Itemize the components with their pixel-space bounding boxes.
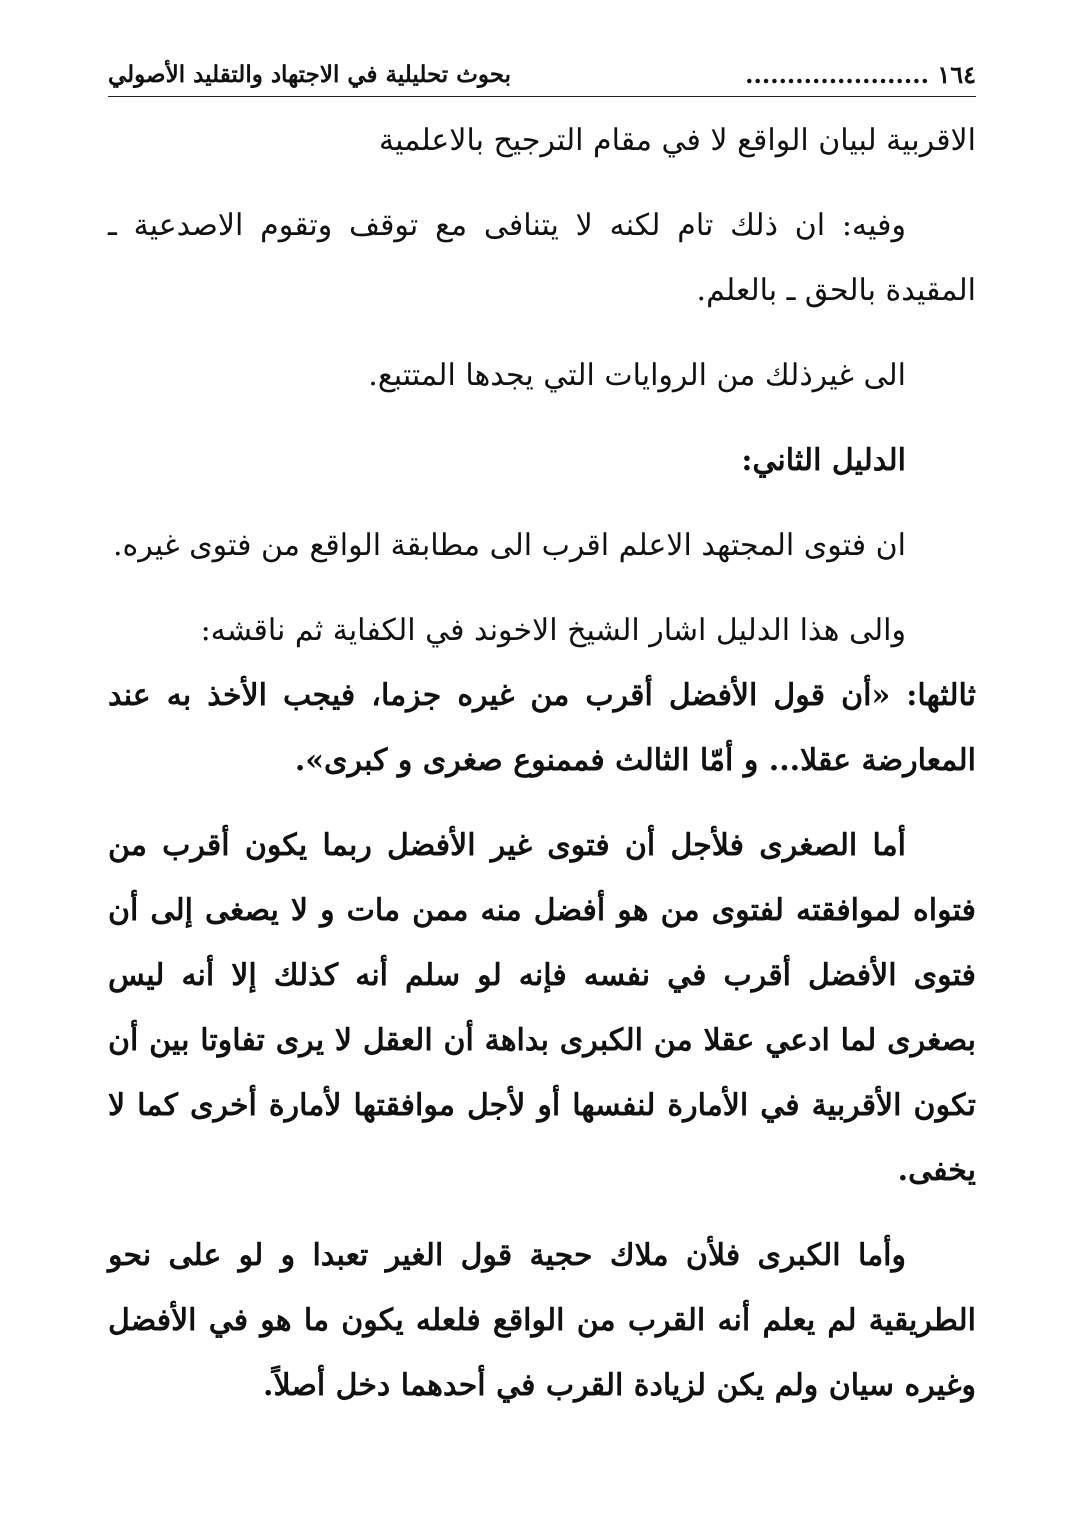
page-number: ١٦٤ [937, 59, 976, 89]
paragraph-kifaya-intro: والى هذا الدليل اشار الشيخ الاخوند في الكفاية ثم ناقشه: [200, 613, 906, 648]
running-title: بحوث تحليلية في الاجتهاد والتقليد الأصولي [108, 60, 511, 88]
page-header [108, 52, 976, 97]
quote-kifaya: ثالثها: «أن قول الأفضل أقرب من غيره جزما، فيجب الأخذ به عند المعارضة عقلا... و أمّا الثالث فممنوع صغرى و كبرى». [108, 678, 976, 778]
paragraph-major-premise: وأما الكبرى فلأن ملاك حجية قول الغير تعبدا و لو على نحو الطريقية لم يعلم أنه القرب من الواقع فلعله يكون ما هو في الأفضل وغيره سيان ولم يكن لزيادة القرب في أحدهما دخل أصلاً. [108, 1238, 976, 1403]
paragraph-continuation: الاقربية لبيان الواقع لا في مقام الترجيح بالاعلمية [379, 123, 976, 158]
leader-dots: ...................... [745, 59, 929, 89]
paragraph-other-narrations: الى غيرذلك من الروايات التي يجدها المتتبع. [368, 358, 906, 393]
section-heading-second-proof: الدليل الثاني: [741, 443, 906, 478]
paragraph-second-proof: ان فتوى المجتهد الاعلم اقرب الى مطابقة الواقع من فتوى غيره. [113, 528, 906, 563]
paragraph-minor-premise: أما الصغرى فلأجل أن فتوى غير الأفضل ربما يكون أقرب من فتواه لموافقته لفتوى من هو أفضل منه ممن مات و لا يصغى إلى أن فتوى الأفضل أقرب في نفسه فإنه لو سلم أنه كذلك إلا أنه ليس بصغرى لما ادعي عقلا من الكبرى بداهة أن العقل لا يرى تفاوتا بين أن تكون الأقربية في الأمارة لنفسها أو لأجل موافقتها لأمارة أخرى كما لا يخفى. [108, 828, 976, 1188]
page-number-group [745, 60, 976, 89]
page-body [108, 108, 976, 1418]
paragraph-rebuttal: وفيه: ان ذلك تام لكنه لا يتنافى مع توقف وتقوم الاصدعية ـ المقيدة بالحق ـ بالعلم. [108, 208, 976, 308]
